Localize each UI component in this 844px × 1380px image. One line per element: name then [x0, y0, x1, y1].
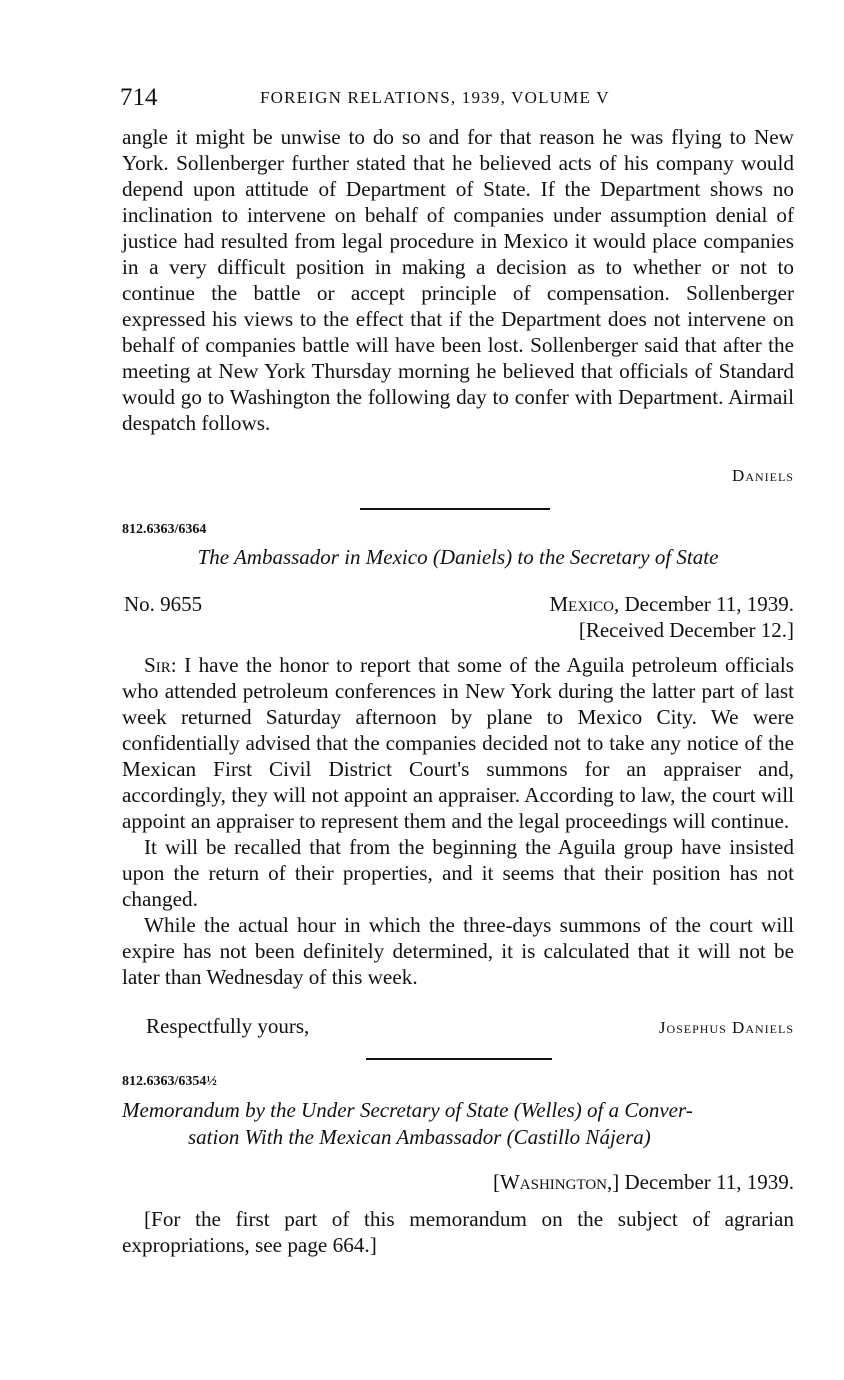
memorandum-title — [122, 1097, 794, 1151]
despatch-paragraph-3: While the actual hour in which the three-days summons of the court will expire has not been definitely determined, it is calculated that it will not be later than Wednesday of this week. — [122, 913, 794, 989]
salutation: Sir: — [144, 653, 177, 677]
despatch-paragraph-2: It will be recalled that from the beginning the Aguila group have insisted upon the return of their properties, and it seems that their position has not changed. — [122, 835, 794, 911]
file-number: 812.6363/6354½ — [122, 1074, 217, 1089]
closing: Respectfully yours, — [146, 1014, 310, 1038]
despatch-place: Mexico, — [549, 592, 620, 616]
continuation-text-block — [122, 124, 794, 436]
document-title: The Ambassador in Mexico (Daniels) to the Secretary of State — [197, 545, 719, 569]
despatch-date: December 11, 1939. — [624, 592, 794, 616]
despatch-number: No. 9655 — [124, 592, 203, 616]
memorandum-place: [Washington,] — [492, 1170, 620, 1194]
despatch-paragraph-1 — [122, 652, 794, 834]
page-number: 714 — [120, 84, 158, 111]
received-date: [Received December 12.] — [578, 618, 794, 642]
signature-josephus-daniels: Josephus Daniels — [658, 1018, 794, 1037]
section-divider — [366, 1058, 552, 1060]
signature-daniels: Daniels — [732, 466, 794, 485]
memorandum-note-block — [122, 1206, 794, 1258]
memorandum-title-line-1: Memorandum by the Under Secretary of State (Welles) of a Conver- — [122, 1098, 693, 1122]
despatch-body — [122, 652, 794, 990]
continuation-paragraph: angle it might be unwise to do so and for that reason he was flying to New York. Sollenberger further stated that he believed acts of his company would depend upon attitude of Department of State. If the Department shows no inclination to intervene on behalf of companies under assumption denial of justice had resulted from legal procedure in Mexico it would place companies in a very difficult position in making a decision as to whether or not to continue the battle or accept principle of compensation. Sollenberger expressed his views to the effect that if the Department does not intervene on behalf of companies battle will have been lost. Sollenberger said that after the meeting at New York Thursday morning he believed that officials of Standard would go to Washington the following day to confer with Department. Airmail despatch follows. — [122, 125, 794, 435]
despatch-date-line — [550, 592, 795, 617]
section-divider — [360, 508, 550, 510]
memorandum-date-line — [493, 1170, 794, 1195]
memorandum-title-line-2: sation With the Mexican Ambassador (Castillo Nájera) — [188, 1125, 651, 1149]
page-header — [120, 84, 794, 112]
memorandum-note: [For the first part of this memorandum on the subject of agrarian expropriations, see page 664.] — [122, 1207, 794, 1257]
paragraph-text: I have the honor to report that some of the Aguila petroleum officials who attended petroleum conferences in New York during the latter part of last week returned Saturday afternoon by plane to Mexico City. We were confidentially advised that the companies decided not to take any notice of the Mexican First Civil District Court's summons for an appraiser and, accordingly, they will not appoint an appraiser. According to law, the court will appoint an appraiser to represent them and the legal proceedings will continue. — [122, 653, 794, 833]
file-number: 812.6363/6364 — [122, 522, 207, 537]
running-head: FOREIGN RELATIONS, 1939, VOLUME V — [260, 88, 610, 107]
memorandum-date: December 11, 1939. — [624, 1170, 794, 1194]
